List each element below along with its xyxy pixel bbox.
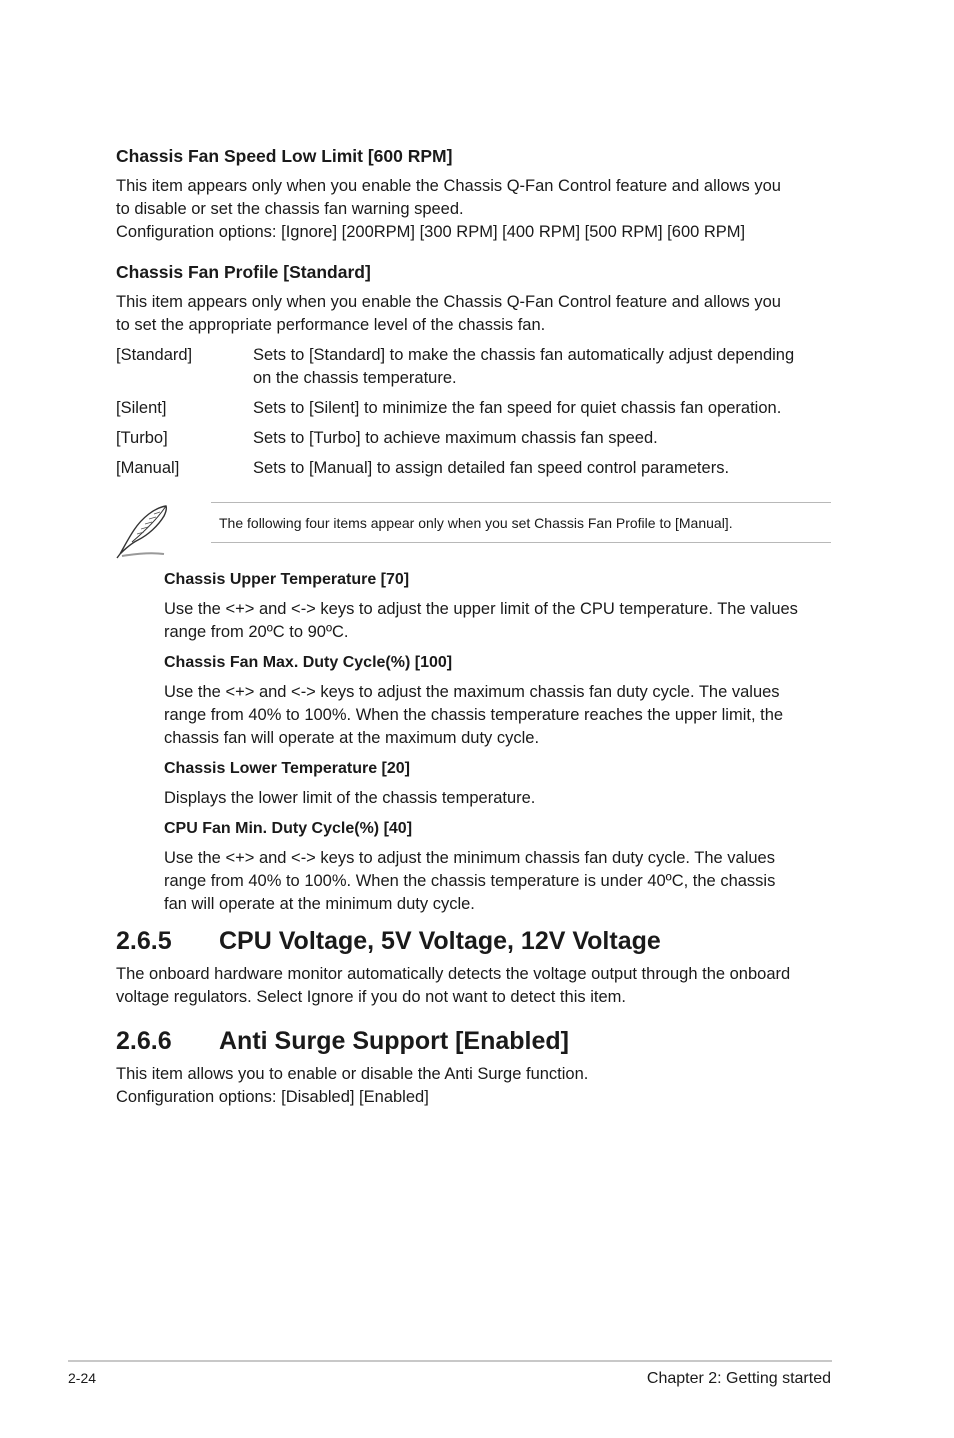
heading-lower-temperature: Chassis Lower Temperature [20]: [164, 760, 411, 777]
note-rule-top: [211, 502, 831, 503]
fan-profile-line-2: to set the appropriate performance level of the chassis fan.: [116, 316, 546, 334]
note-text: The following four items appear only when you set Chassis Fan Profile to [Manual].: [219, 515, 733, 531]
option-desc-standard-1: Sets to [Standard] to make the chassis fan automatically adjust depending: [253, 346, 795, 364]
upper-temperature-line-1: Use the <+> and <-> keys to adjust the upper limit of the CPU temperature. The values: [164, 600, 798, 618]
heading-min-duty-cycle: CPU Fan Min. Duty Cycle(%) [40]: [164, 820, 413, 837]
note-rule-bottom: [211, 542, 831, 543]
upper-temperature-line-2: range from 20ºC to 90ºC.: [164, 623, 349, 641]
fan-speed-low-limit-options: Configuration options: [Ignore] [200RPM] [300 RPM] [400 RPM] [500 RPM] [600 RPM]: [116, 223, 746, 241]
section-title-voltage: CPU Voltage, 5V Voltage, 12V Voltage: [219, 927, 661, 955]
min-duty-line-3: fan will operate at the minimum duty cycle.: [164, 895, 475, 913]
option-key-manual: [Manual]: [116, 459, 180, 477]
option-key-turbo: [Turbo]: [116, 429, 168, 447]
option-desc-standard-2: on the chassis temperature.: [253, 369, 457, 387]
heading-fan-speed-low-limit: Chassis Fan Speed Low Limit [600 RPM]: [116, 146, 453, 166]
heading-upper-temperature: Chassis Upper Temperature [70]: [164, 571, 410, 588]
option-key-standard: [Standard]: [116, 346, 193, 364]
voltage-line-2: voltage regulators. Select Ignore if you do not want to detect this item.: [116, 988, 626, 1006]
heading-voltage-section: [116, 926, 661, 956]
min-duty-line-2: range from 40% to 100%. When the chassis temperature is under 40ºC, the chassis: [164, 872, 776, 890]
section-title-anti-surge: Anti Surge Support [Enabled]: [219, 1027, 569, 1055]
anti-surge-line-1: This item allows you to enable or disable the Anti Surge function.: [116, 1065, 589, 1083]
option-desc-manual: Sets to [Manual] to assign detailed fan speed control parameters.: [253, 459, 730, 477]
chapter-label: Chapter 2: Getting started: [646, 1370, 831, 1387]
fan-speed-low-limit-line-2: to disable or set the chassis fan warning speed.: [116, 200, 464, 218]
min-duty-line-1: Use the <+> and <-> keys to adjust the minimum chassis fan duty cycle. The values: [164, 849, 775, 867]
section-number-2-6-6: 2.6.6: [116, 1027, 172, 1055]
max-duty-line-2: range from 40% to 100%. When the chassis temperature reaches the upper limit, the: [164, 706, 784, 724]
heading-max-duty-cycle: Chassis Fan Max. Duty Cycle(%) [100]: [164, 654, 453, 671]
heading-fan-profile: Chassis Fan Profile [Standard]: [116, 262, 371, 282]
option-key-silent: [Silent]: [116, 399, 167, 417]
anti-surge-line-2: Configuration options: [Disabled] [Enabled]: [116, 1088, 429, 1106]
max-duty-line-3: chassis fan will operate at the maximum duty cycle.: [164, 729, 540, 747]
feather-pen-icon: [114, 502, 174, 560]
max-duty-line-1: Use the <+> and <-> keys to adjust the maximum chassis fan duty cycle. The values: [164, 683, 780, 701]
fan-profile-line-1: This item appears only when you enable the Chassis Q-Fan Control feature and allows you: [116, 293, 781, 311]
heading-anti-surge-section: [116, 1026, 569, 1056]
voltage-line-1: The onboard hardware monitor automatically detects the voltage output through the onboard: [116, 965, 791, 983]
footer-rule: [68, 1360, 832, 1362]
page-number: 2-24: [68, 1370, 97, 1386]
section-number-2-6-5: 2.6.5: [116, 927, 172, 955]
fan-speed-low-limit-line-1: This item appears only when you enable the Chassis Q-Fan Control feature and allows you: [116, 177, 781, 195]
lower-temperature-line-1: Displays the lower limit of the chassis temperature.: [164, 789, 536, 807]
option-desc-turbo: Sets to [Turbo] to achieve maximum chassis fan speed.: [253, 429, 658, 447]
option-desc-silent: Sets to [Silent] to minimize the fan speed for quiet chassis fan operation.: [253, 399, 782, 417]
